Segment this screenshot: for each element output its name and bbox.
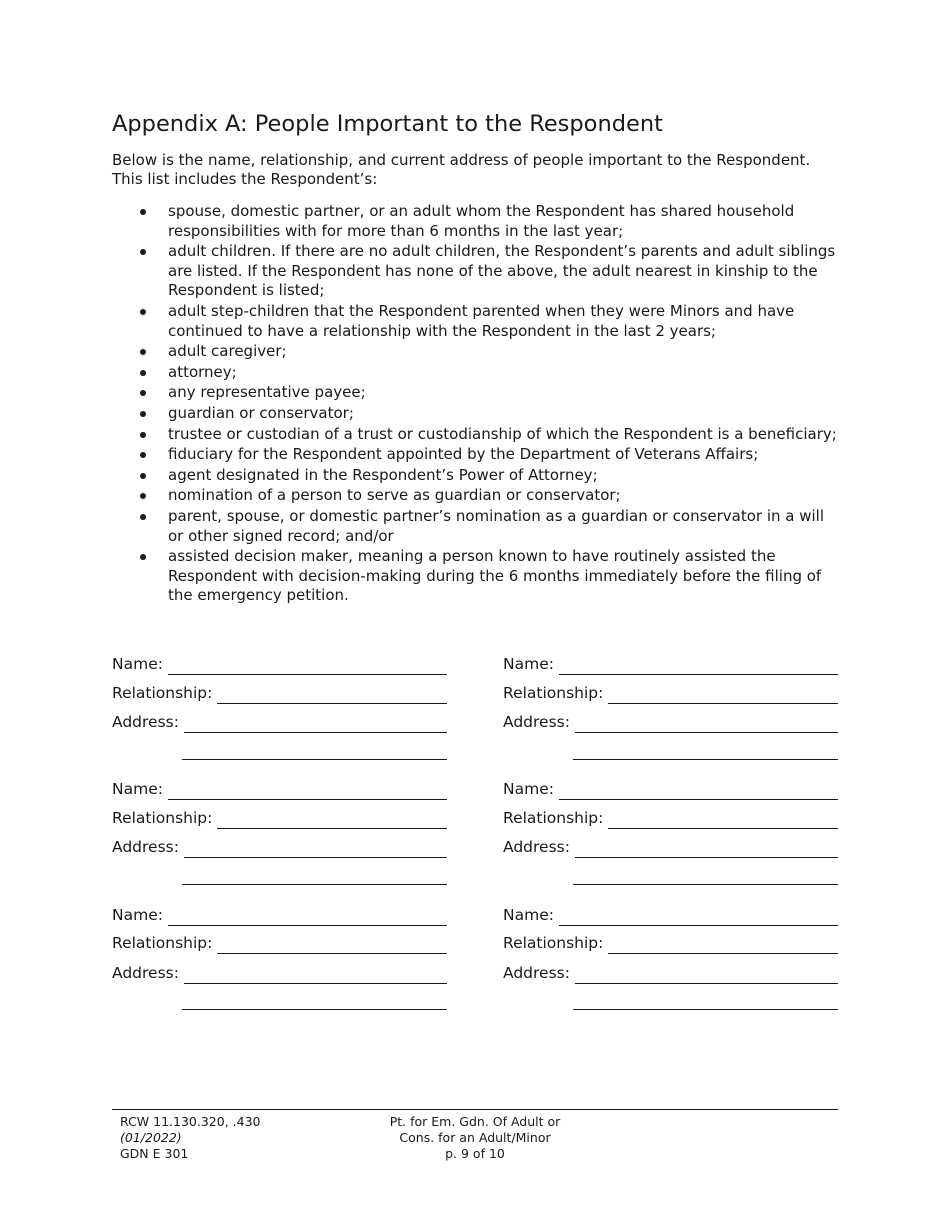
list-item: spouse, domestic partner, or an adult whom the Respondent has shared household responsibilities with for more than 6 months in the last year; xyxy=(112,202,840,241)
person-6-address-line-2[interactable] xyxy=(573,1009,838,1010)
address-label: Address: xyxy=(503,838,570,856)
name-label: Name: xyxy=(503,906,554,924)
person-2-address-line-2[interactable] xyxy=(573,759,838,760)
list-item: parent, spouse, or domestic partner’s nomination as a guardian or conservator in a will or other signed record; and/or xyxy=(112,507,840,546)
name-label: Name: xyxy=(112,655,163,673)
name-input-line[interactable] xyxy=(559,673,838,675)
person-5-address-field[interactable] xyxy=(112,960,447,984)
relationship-input-line[interactable] xyxy=(608,827,838,829)
person-1-address-field[interactable] xyxy=(112,709,447,733)
list-item: fiduciary for the Respondent appointed by the Department of Veterans Affairs; xyxy=(112,445,840,465)
person-4-address-line-2[interactable] xyxy=(573,884,838,885)
address-label: Address: xyxy=(503,964,570,982)
footer-form-title-line-2: Cons. for an Adult/Minor xyxy=(399,1130,551,1145)
important-people-list xyxy=(112,202,840,607)
person-1-relationship-field[interactable] xyxy=(112,680,447,704)
name-input-line[interactable] xyxy=(168,798,447,800)
person-5-relationship-field[interactable] xyxy=(112,930,447,954)
footer-statute: RCW 11.130.320, .430 xyxy=(120,1114,261,1129)
footer-page-number: p. 9 of 10 xyxy=(445,1146,505,1161)
list-item: adult step-children that the Respondent parented when they were Minors and have continued to have a relationship with the Respondent in the last 2 years; xyxy=(112,302,840,341)
person-4-name-field[interactable] xyxy=(503,776,838,800)
person-3-relationship-field[interactable] xyxy=(112,805,447,829)
footer-revision: (01/2022) xyxy=(120,1130,182,1145)
person-6-relationship-field[interactable] xyxy=(503,930,838,954)
address-input-line[interactable] xyxy=(575,982,838,984)
intro-line-2: This list includes the Respondent’s: xyxy=(112,170,378,188)
person-4-address-field[interactable] xyxy=(503,834,838,858)
person-3-address-line-2[interactable] xyxy=(182,884,447,885)
person-3-name-field[interactable] xyxy=(112,776,447,800)
relationship-label: Relationship: xyxy=(112,684,213,702)
relationship-input-line[interactable] xyxy=(217,952,447,954)
name-input-line[interactable] xyxy=(559,798,838,800)
address-input-line[interactable] xyxy=(184,982,447,984)
relationship-label: Relationship: xyxy=(112,934,213,952)
person-2-name-field[interactable] xyxy=(503,651,838,675)
name-label: Name: xyxy=(112,906,163,924)
address-label: Address: xyxy=(503,713,570,731)
name-label: Name: xyxy=(503,655,554,673)
address-label: Address: xyxy=(112,964,179,982)
name-label: Name: xyxy=(112,780,163,798)
person-1-address-line-2[interactable] xyxy=(182,759,447,760)
person-1-name-field[interactable] xyxy=(112,651,447,675)
footer-left xyxy=(120,1114,260,1162)
relationship-label: Relationship: xyxy=(503,684,604,702)
list-item: agent designated in the Respondent’s Power of Attorney; xyxy=(112,466,840,486)
intro-line-1: Below is the name, relationship, and current address of people important to the Respondent. xyxy=(112,151,811,169)
person-5-name-field[interactable] xyxy=(112,902,447,926)
relationship-input-line[interactable] xyxy=(217,827,447,829)
footer-form-title-line-1: Pt. for Em. Gdn. Of Adult or xyxy=(389,1114,561,1129)
address-label: Address: xyxy=(112,838,179,856)
person-2-relationship-field[interactable] xyxy=(503,680,838,704)
person-5-address-line-2[interactable] xyxy=(182,1009,447,1010)
person-6-name-field[interactable] xyxy=(503,902,838,926)
relationship-label: Relationship: xyxy=(503,934,604,952)
list-item: any representative payee; xyxy=(112,383,840,403)
intro-paragraph xyxy=(112,151,852,189)
address-label: Address: xyxy=(112,713,179,731)
person-4-relationship-field[interactable] xyxy=(503,805,838,829)
address-input-line[interactable] xyxy=(184,856,447,858)
name-input-line[interactable] xyxy=(559,924,838,926)
footer-form-code: GDN E 301 xyxy=(120,1146,189,1161)
address-input-line[interactable] xyxy=(575,731,838,733)
name-input-line[interactable] xyxy=(168,673,447,675)
list-item: guardian or conservator; xyxy=(112,404,840,424)
list-item: trustee or custodian of a trust or custodianship of which the Respondent is a beneficiary; xyxy=(112,425,840,445)
name-input-line[interactable] xyxy=(168,924,447,926)
relationship-input-line[interactable] xyxy=(217,702,447,704)
relationship-input-line[interactable] xyxy=(608,702,838,704)
person-3-address-field[interactable] xyxy=(112,834,447,858)
relationship-input-line[interactable] xyxy=(608,952,838,954)
footer-divider xyxy=(112,1109,838,1110)
address-input-line[interactable] xyxy=(184,731,447,733)
list-item: adult children. If there are no adult children, the Respondent’s parents and adult siblings are listed. If the Respondent has none of the above, the adult nearest in kinship to the Respondent is listed; xyxy=(112,242,840,301)
person-6-address-field[interactable] xyxy=(503,960,838,984)
person-2-address-field[interactable] xyxy=(503,709,838,733)
list-item: nomination of a person to serve as guardian or conservator; xyxy=(112,486,840,506)
list-item: assisted decision maker, meaning a person known to have routinely assisted the Respondent with decision-making during the 6 months immediately before the filing of the emergency petition. xyxy=(112,547,840,606)
footer-center xyxy=(360,1114,590,1162)
list-item: adult caregiver; xyxy=(112,342,840,362)
list-item: attorney; xyxy=(112,363,840,383)
name-label: Name: xyxy=(503,780,554,798)
relationship-label: Relationship: xyxy=(503,809,604,827)
address-input-line[interactable] xyxy=(575,856,838,858)
page-title: Appendix A: People Important to the Respondent xyxy=(112,111,663,137)
relationship-label: Relationship: xyxy=(112,809,213,827)
